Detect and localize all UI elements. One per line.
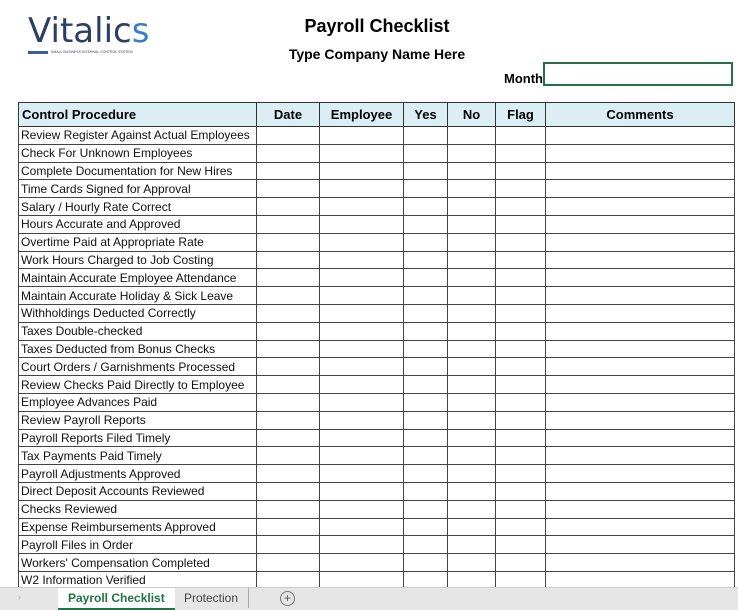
flag-cell[interactable] bbox=[496, 376, 546, 394]
no-cell[interactable] bbox=[448, 144, 496, 162]
flag-cell[interactable] bbox=[496, 162, 546, 180]
no-cell[interactable] bbox=[448, 162, 496, 180]
procedure-cell[interactable]: Review Register Against Actual Employees bbox=[19, 127, 257, 145]
comments-cell[interactable] bbox=[546, 358, 735, 376]
date-cell[interactable] bbox=[257, 376, 320, 394]
date-cell[interactable] bbox=[257, 304, 320, 322]
no-cell[interactable] bbox=[448, 518, 496, 536]
no-cell[interactable] bbox=[448, 500, 496, 518]
date-cell[interactable] bbox=[257, 500, 320, 518]
table-row bbox=[19, 162, 735, 180]
comments-cell[interactable] bbox=[546, 127, 735, 145]
no-cell[interactable] bbox=[448, 393, 496, 411]
no-cell[interactable] bbox=[448, 198, 496, 216]
no-cell[interactable] bbox=[448, 429, 496, 447]
logo-subtitle: SMALL BUSINESS INTERNAL CONTROL SYSTEM bbox=[51, 50, 133, 54]
employee-cell[interactable] bbox=[320, 447, 404, 465]
column-header: Yes bbox=[404, 103, 448, 127]
yes-cell[interactable] bbox=[404, 340, 448, 358]
no-cell[interactable] bbox=[448, 322, 496, 340]
flag-cell[interactable] bbox=[496, 465, 546, 483]
comments-cell[interactable] bbox=[546, 536, 735, 554]
procedure-cell[interactable]: Payroll Adjustments Approved bbox=[19, 465, 257, 483]
column-header: Date bbox=[257, 103, 320, 127]
employee-cell[interactable] bbox=[320, 536, 404, 554]
column-header: No bbox=[448, 103, 496, 127]
flag-cell[interactable] bbox=[496, 554, 546, 572]
no-cell[interactable] bbox=[448, 180, 496, 198]
date-cell[interactable] bbox=[257, 411, 320, 429]
yes-cell[interactable] bbox=[404, 554, 448, 572]
employee-cell[interactable] bbox=[320, 465, 404, 483]
yes-cell[interactable] bbox=[404, 482, 448, 500]
employee-cell[interactable] bbox=[320, 162, 404, 180]
date-cell[interactable] bbox=[257, 144, 320, 162]
date-cell[interactable] bbox=[257, 465, 320, 483]
table-row bbox=[19, 447, 735, 465]
comments-cell[interactable] bbox=[546, 411, 735, 429]
procedure-cell[interactable]: Overtime Paid at Appropriate Rate bbox=[19, 233, 257, 251]
no-cell[interactable] bbox=[448, 269, 496, 287]
table-row bbox=[19, 287, 735, 305]
no-cell[interactable] bbox=[448, 215, 496, 233]
procedure-cell[interactable]: Checks Reviewed bbox=[19, 500, 257, 518]
table-row bbox=[19, 376, 735, 394]
comments-cell[interactable] bbox=[546, 322, 735, 340]
procedure-cell[interactable]: Tax Payments Paid Timely bbox=[19, 447, 257, 465]
yes-cell[interactable] bbox=[404, 465, 448, 483]
yes-cell[interactable] bbox=[404, 144, 448, 162]
flag-cell[interactable] bbox=[496, 518, 546, 536]
table-row bbox=[19, 536, 735, 554]
column-header: Flag bbox=[496, 103, 546, 127]
procedure-cell[interactable]: Work Hours Charged to Job Costing bbox=[19, 251, 257, 269]
flag-cell[interactable] bbox=[496, 447, 546, 465]
flag-cell[interactable] bbox=[496, 180, 546, 198]
sheet-tab-bar bbox=[0, 587, 738, 610]
table-row bbox=[19, 180, 735, 198]
yes-cell[interactable] bbox=[404, 233, 448, 251]
employee-cell[interactable] bbox=[320, 482, 404, 500]
procedure-cell[interactable]: Payroll Files in Order bbox=[19, 536, 257, 554]
logo-word-end: s bbox=[131, 11, 150, 51]
procedure-cell[interactable]: Hours Accurate and Approved bbox=[19, 215, 257, 233]
logo-word: Vitalic bbox=[28, 11, 132, 51]
flag-cell[interactable] bbox=[496, 304, 546, 322]
table-row bbox=[19, 127, 735, 145]
no-cell[interactable] bbox=[448, 251, 496, 269]
yes-cell[interactable] bbox=[404, 180, 448, 198]
flag-cell[interactable] bbox=[496, 233, 546, 251]
employee-cell[interactable] bbox=[320, 518, 404, 536]
comments-cell[interactable] bbox=[546, 376, 735, 394]
company-name-cell[interactable]: Type Company Name Here bbox=[288, 46, 466, 62]
employee-cell[interactable] bbox=[320, 180, 404, 198]
yes-cell[interactable] bbox=[404, 322, 448, 340]
month-input[interactable] bbox=[543, 62, 733, 86]
no-cell[interactable] bbox=[448, 233, 496, 251]
table-row bbox=[19, 304, 735, 322]
comments-cell[interactable] bbox=[546, 233, 735, 251]
employee-cell[interactable] bbox=[320, 269, 404, 287]
table-row bbox=[19, 251, 735, 269]
flag-cell[interactable] bbox=[496, 500, 546, 518]
procedure-cell[interactable]: Taxes Double-checked bbox=[19, 322, 257, 340]
sheet-nav-arrow[interactable]: › bbox=[18, 592, 21, 602]
procedure-cell[interactable]: Employee Advances Paid bbox=[19, 393, 257, 411]
employee-cell[interactable] bbox=[320, 198, 404, 216]
employee-cell[interactable] bbox=[320, 144, 404, 162]
no-cell[interactable] bbox=[448, 482, 496, 500]
comments-cell[interactable] bbox=[546, 465, 735, 483]
employee-cell[interactable] bbox=[320, 287, 404, 305]
procedure-cell[interactable]: Maintain Accurate Employee Attendance bbox=[19, 269, 257, 287]
procedure-cell[interactable]: Complete Documentation for New Hires bbox=[19, 162, 257, 180]
table-row bbox=[19, 215, 735, 233]
flag-cell[interactable] bbox=[496, 429, 546, 447]
no-cell[interactable] bbox=[448, 536, 496, 554]
flag-cell[interactable] bbox=[496, 144, 546, 162]
procedure-cell[interactable]: Workers' Compensation Completed bbox=[19, 554, 257, 572]
date-cell[interactable] bbox=[257, 536, 320, 554]
comments-cell[interactable] bbox=[546, 269, 735, 287]
flag-cell[interactable] bbox=[496, 536, 546, 554]
column-header: Employee bbox=[320, 103, 404, 127]
procedure-cell[interactable]: Time Cards Signed for Approval bbox=[19, 180, 257, 198]
comments-cell[interactable] bbox=[546, 500, 735, 518]
yes-cell[interactable] bbox=[404, 127, 448, 145]
date-cell[interactable] bbox=[257, 358, 320, 376]
employee-cell[interactable] bbox=[320, 500, 404, 518]
procedure-cell[interactable]: Check For Unknown Employees bbox=[19, 144, 257, 162]
tab-payroll-checklist[interactable]: Payroll Checklist bbox=[58, 588, 175, 610]
page-title: Payroll Checklist bbox=[304, 16, 450, 36]
comments-cell[interactable] bbox=[546, 215, 735, 233]
no-cell[interactable] bbox=[448, 411, 496, 429]
comments-cell[interactable] bbox=[546, 340, 735, 358]
date-cell[interactable] bbox=[257, 322, 320, 340]
comments-cell[interactable] bbox=[546, 304, 735, 322]
employee-cell[interactable] bbox=[320, 127, 404, 145]
yes-cell[interactable] bbox=[404, 162, 448, 180]
flag-cell[interactable] bbox=[496, 358, 546, 376]
table-row bbox=[19, 554, 735, 572]
employee-cell[interactable] bbox=[320, 215, 404, 233]
comments-cell[interactable] bbox=[546, 518, 735, 536]
comments-cell[interactable] bbox=[546, 144, 735, 162]
employee-cell[interactable] bbox=[320, 429, 404, 447]
employee-cell[interactable] bbox=[320, 322, 404, 340]
date-cell[interactable] bbox=[257, 447, 320, 465]
employee-cell[interactable] bbox=[320, 554, 404, 572]
flag-cell[interactable] bbox=[496, 411, 546, 429]
employee-cell[interactable] bbox=[320, 393, 404, 411]
flag-cell[interactable] bbox=[496, 251, 546, 269]
yes-cell[interactable] bbox=[404, 500, 448, 518]
employee-cell[interactable] bbox=[320, 340, 404, 358]
no-cell[interactable] bbox=[448, 127, 496, 145]
date-cell[interactable] bbox=[257, 518, 320, 536]
date-cell[interactable] bbox=[257, 287, 320, 305]
comments-cell[interactable] bbox=[546, 162, 735, 180]
procedure-cell[interactable]: Direct Deposit Accounts Reviewed bbox=[19, 482, 257, 500]
no-cell[interactable] bbox=[448, 447, 496, 465]
comments-cell[interactable] bbox=[546, 180, 735, 198]
procedure-cell[interactable]: Salary / Hourly Rate Correct bbox=[19, 198, 257, 216]
procedure-cell[interactable]: Withholdings Deducted Correctly bbox=[19, 304, 257, 322]
yes-cell[interactable] bbox=[404, 411, 448, 429]
flag-cell[interactable] bbox=[496, 215, 546, 233]
table-row bbox=[19, 358, 735, 376]
yes-cell[interactable] bbox=[404, 376, 448, 394]
yes-cell[interactable] bbox=[404, 536, 448, 554]
date-cell[interactable] bbox=[257, 162, 320, 180]
comments-cell[interactable] bbox=[546, 447, 735, 465]
table-row bbox=[19, 144, 735, 162]
no-cell[interactable] bbox=[448, 376, 496, 394]
date-cell[interactable] bbox=[257, 233, 320, 251]
procedure-cell[interactable]: Review Checks Paid Directly to Employee bbox=[19, 376, 257, 394]
flag-cell[interactable] bbox=[496, 269, 546, 287]
date-cell[interactable] bbox=[257, 429, 320, 447]
table-row bbox=[19, 393, 735, 411]
yes-cell[interactable] bbox=[404, 251, 448, 269]
date-cell[interactable] bbox=[257, 198, 320, 216]
no-cell[interactable] bbox=[448, 465, 496, 483]
employee-cell[interactable] bbox=[320, 411, 404, 429]
add-sheet-icon[interactable]: + bbox=[280, 591, 295, 606]
no-cell[interactable] bbox=[448, 340, 496, 358]
procedure-cell[interactable]: Expense Reimbursements Approved bbox=[19, 518, 257, 536]
date-cell[interactable] bbox=[257, 340, 320, 358]
date-cell[interactable] bbox=[257, 215, 320, 233]
comments-cell[interactable] bbox=[546, 482, 735, 500]
yes-cell[interactable] bbox=[404, 429, 448, 447]
table-row bbox=[19, 233, 735, 251]
table-row bbox=[19, 198, 735, 216]
employee-cell[interactable] bbox=[320, 358, 404, 376]
yes-cell[interactable] bbox=[404, 447, 448, 465]
table-row bbox=[19, 465, 735, 483]
table-row bbox=[19, 429, 735, 447]
procedure-cell[interactable]: Maintain Accurate Holiday & Sick Leave bbox=[19, 287, 257, 305]
date-cell[interactable] bbox=[257, 482, 320, 500]
flag-cell[interactable] bbox=[496, 340, 546, 358]
tab-protection[interactable]: Protection bbox=[174, 588, 249, 608]
yes-cell[interactable] bbox=[404, 269, 448, 287]
flag-cell[interactable] bbox=[496, 482, 546, 500]
yes-cell[interactable] bbox=[404, 518, 448, 536]
comments-cell[interactable] bbox=[546, 554, 735, 572]
column-header: Control Procedure bbox=[19, 103, 257, 127]
procedure-cell[interactable]: Payroll Reports Filed Timely bbox=[19, 429, 257, 447]
no-cell[interactable] bbox=[448, 554, 496, 572]
yes-cell[interactable] bbox=[404, 215, 448, 233]
employee-cell[interactable] bbox=[320, 233, 404, 251]
date-cell[interactable] bbox=[257, 269, 320, 287]
employee-cell[interactable] bbox=[320, 376, 404, 394]
table-row bbox=[19, 322, 735, 340]
table-row bbox=[19, 518, 735, 536]
comments-cell[interactable] bbox=[546, 198, 735, 216]
yes-cell[interactable] bbox=[404, 287, 448, 305]
checklist-table bbox=[18, 102, 735, 590]
table-row bbox=[19, 340, 735, 358]
procedure-cell[interactable]: Taxes Deducted from Bonus Checks bbox=[19, 340, 257, 358]
procedure-cell[interactable]: Review Payroll Reports bbox=[19, 411, 257, 429]
table-row bbox=[19, 411, 735, 429]
procedure-cell[interactable]: W2 Information Verified bbox=[19, 571, 257, 589]
yes-cell[interactable] bbox=[404, 198, 448, 216]
procedure-cell[interactable]: Court Orders / Garnishments Processed bbox=[19, 358, 257, 376]
comments-cell[interactable] bbox=[546, 429, 735, 447]
yes-cell[interactable] bbox=[404, 358, 448, 376]
date-cell[interactable] bbox=[257, 180, 320, 198]
table-row bbox=[19, 482, 735, 500]
flag-cell[interactable] bbox=[496, 127, 546, 145]
no-cell[interactable] bbox=[448, 287, 496, 305]
flag-cell[interactable] bbox=[496, 287, 546, 305]
flag-cell[interactable] bbox=[496, 322, 546, 340]
date-cell[interactable] bbox=[257, 554, 320, 572]
comments-cell[interactable] bbox=[546, 251, 735, 269]
employee-cell[interactable] bbox=[320, 251, 404, 269]
table-row bbox=[19, 269, 735, 287]
comments-cell[interactable] bbox=[546, 287, 735, 305]
no-cell[interactable] bbox=[448, 304, 496, 322]
month-label: Month bbox=[504, 71, 543, 86]
flag-cell[interactable] bbox=[496, 198, 546, 216]
column-header: Comments bbox=[546, 103, 735, 127]
yes-cell[interactable] bbox=[404, 304, 448, 322]
table-row bbox=[19, 500, 735, 518]
date-cell[interactable] bbox=[257, 393, 320, 411]
no-cell[interactable] bbox=[448, 358, 496, 376]
comments-cell[interactable] bbox=[546, 393, 735, 411]
yes-cell[interactable] bbox=[404, 393, 448, 411]
flag-cell[interactable] bbox=[496, 393, 546, 411]
employee-cell[interactable] bbox=[320, 304, 404, 322]
date-cell[interactable] bbox=[257, 251, 320, 269]
date-cell[interactable] bbox=[257, 127, 320, 145]
